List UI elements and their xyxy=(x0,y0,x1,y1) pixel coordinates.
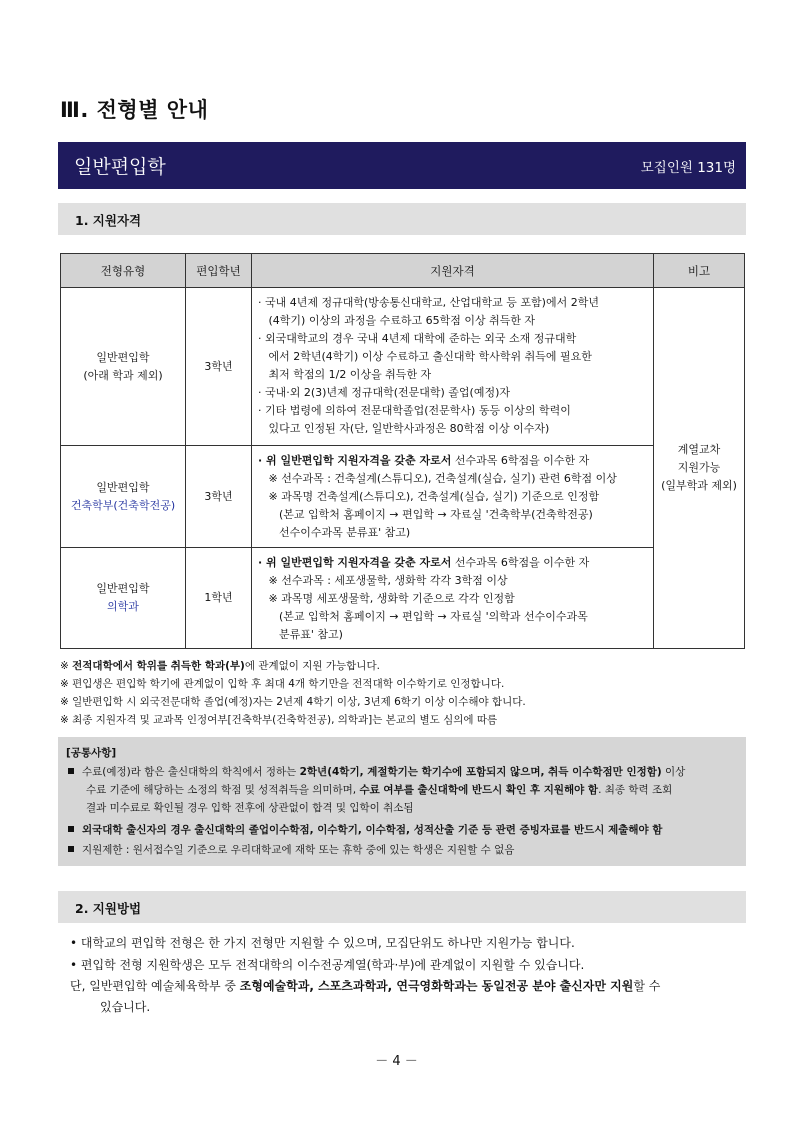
table-header-row xyxy=(61,254,745,288)
method-continuation: 있습니다. xyxy=(100,1000,151,1014)
common-notice-item xyxy=(68,841,514,859)
type-name: 일반편입학 xyxy=(96,582,150,595)
qual-line xyxy=(258,452,649,470)
header-type: 전형유형 xyxy=(61,254,186,288)
square-bullet-icon xyxy=(68,768,74,774)
method-text-bold: 조형예술학과, 스포츠과학과, 연극영화학과는 동일전공 분야 출신자만 지원 xyxy=(239,979,634,993)
common-notice-item xyxy=(68,763,685,781)
qual-line: · 국내 4년제 정규대학(방송통신대학교, 산업대학교 등 포함)에서 2학년 xyxy=(258,296,599,309)
section-title: Ⅲ. 전형별 안내 xyxy=(60,98,209,122)
note-item xyxy=(60,657,526,675)
common-notice-continuation: 결과 미수료로 확인될 경우 입학 전후에 상관없이 합격 및 입학이 취소됨 xyxy=(86,802,414,814)
method-continuation xyxy=(70,977,660,994)
qual-line: ※ 선수과목 : 세포생물학, 생화학 각각 3학점 이상 xyxy=(258,574,508,587)
qual-line xyxy=(258,554,649,572)
banner-quota: 모집인원 131명 xyxy=(640,160,736,176)
common-notice-continuation xyxy=(86,781,672,799)
method-bullet: • 대학교의 편입학 전형은 한 가지 전형만 지원할 수 있으며, 모집단위도 하나만 지원가능 합니다. xyxy=(70,936,575,950)
qual-lead-bold: · 위 일반편입학 지원자격을 갖춘 자로서 xyxy=(258,454,452,467)
qual-line: 에서 2학년(4학기) 이상 수료하고 출신대학 학사학위 취득에 필요한 xyxy=(258,350,592,363)
method-bullet: • 편입학 전형 지원학생은 모두 전적대학의 이수전공계열(학과·부)에 관계없이 지원할 수 있습니다. xyxy=(70,958,585,972)
qual-line: (본교 입학처 홈페이지 → 편입학 → 자료실 '건축학부(건축학전공) xyxy=(258,508,593,521)
subsection-eligibility-title: 1. 지원자격 xyxy=(75,213,142,228)
type-major: 의학과 xyxy=(107,600,139,613)
subsection-method xyxy=(58,891,746,923)
table-row xyxy=(61,288,745,446)
row-type xyxy=(61,548,186,649)
admission-banner xyxy=(58,142,746,189)
notice-text-bold: 외국대학 출신자의 경우 출신대학의 졸업이수학점, 이수학기, 이수학점, 성적산출 기준 등 관련 증빙자료를 반드시 제출해야 함 xyxy=(82,824,663,836)
header-qualification: 지원자격 xyxy=(252,254,654,288)
common-notice-title: [공통사항] xyxy=(66,747,117,759)
banner-title: 일반편입학 xyxy=(74,156,166,178)
note-prefix: ※ xyxy=(60,660,73,672)
row-year: 1학년 xyxy=(186,548,252,649)
qual-line: ※ 과목명 세포생물학, 생화학 기준으로 각각 인정함 xyxy=(258,592,515,605)
notice-text-bold: 2학년(4학기, 계절학기는 학기수에 포함되지 않으며, 취득 이수학점만 인정함) xyxy=(299,766,662,778)
method-text: 할 수 xyxy=(633,979,661,993)
qual-line: ※ 선수과목 : 건축설계(스튜디오), 건축설계(실습, 실기) 관련 6학점 이상 xyxy=(258,472,617,485)
note-bold: 전적대학에서 학위를 취득한 학과(부) xyxy=(72,660,245,672)
note-item: ※ 최종 지원자격 및 교과목 인정여부[건축학부(건축학전공), 의학과]는 본교의 별도 심의에 따름 xyxy=(60,714,498,726)
note-item: ※ 편입생은 편입학 학기에 관계없이 입학 후 최대 4개 학기만을 전적대학 이수학기로 인정합니다. xyxy=(60,678,505,690)
qual-line: · 국내·외 2(3)년제 정규대학(전문대학) 졸업(예정)자 xyxy=(258,386,510,399)
type-name: 일반편입학 xyxy=(96,350,150,364)
notice-text: 수료 기준에 해당하는 소정의 학점 및 성적취득을 의미하며, xyxy=(86,784,360,796)
row-qualifications xyxy=(252,548,654,649)
type-major: 건축학부(건축학전공) xyxy=(70,498,176,512)
common-notice-item xyxy=(68,821,662,839)
qual-lead-rest: 선수과목 6학점을 이수한 자 xyxy=(451,454,590,467)
qual-line: 최저 학점의 1/2 이상을 취득한 자 xyxy=(258,368,432,381)
common-notice-box xyxy=(58,737,746,866)
qual-line: 선수이수과목 분류표' 참고) xyxy=(258,526,411,539)
qual-lead-bold: · 위 일반편입학 지원자격을 갖춘 자로서 xyxy=(258,556,452,569)
notice-text: 수료(예정)라 함은 출신대학의 학칙에서 정하는 xyxy=(82,766,300,778)
qual-line: · 외국대학교의 경우 국내 4년제 대학에 준하는 외국 소재 정규대학 xyxy=(258,332,577,345)
qual-line: 분류표' 참고) xyxy=(258,628,343,641)
row-remark xyxy=(654,288,745,649)
row-qualifications xyxy=(252,288,654,446)
table-row xyxy=(61,548,745,649)
remark-line: 지원가능 xyxy=(677,461,721,474)
qual-lead-rest: 선수과목 6학점을 이수한 자 xyxy=(451,556,590,569)
method-text: 단, 일반편입학 예술체육학부 중 xyxy=(70,979,240,993)
square-bullet-icon xyxy=(68,846,74,852)
note-item: ※ 일반편입학 시 외국전문대학 졸업(예정)자는 2년제 4학기 이상, 3년제 6학기 이상 이수해야 합니다. xyxy=(60,696,526,708)
row-year: 3학년 xyxy=(186,446,252,548)
square-bullet-icon xyxy=(68,826,74,832)
qual-line: 있다고 인정된 자(단, 일반학사과정은 80학점 이상 이수자) xyxy=(258,422,550,435)
notes-list xyxy=(60,657,526,729)
subsection-method-title: 2. 지원방법 xyxy=(75,901,142,916)
qual-line: (본교 입학처 홈페이지 → 편입학 → 자료실 '의학과 선수이수과목 xyxy=(258,610,588,623)
header-year: 편입학년 xyxy=(186,254,252,288)
page-number: － 4 － xyxy=(375,1054,418,1069)
header-remark: 비고 xyxy=(654,254,745,288)
eligibility-table xyxy=(60,253,745,649)
note-rest: 에 관계없이 지원 가능합니다. xyxy=(244,660,380,672)
table-row xyxy=(61,446,745,548)
remark-line: (일부학과 제외) xyxy=(661,479,737,492)
notice-text-bold: 수료 여부를 출신대학에 반드시 확인 후 지원해야 함 xyxy=(359,784,599,796)
notice-text: 지원제한 : 원서접수일 기준으로 우리대학교에 재학 또는 휴학 중에 있는 학생은 지원할 수 없음 xyxy=(82,844,515,856)
qual-line: (4학기) 이상의 과정을 수료하고 65학점 이상 취득한 자 xyxy=(258,314,536,327)
row-type xyxy=(61,446,186,548)
qual-line: · 기타 법령에 의하여 전문대학졸업(전문학사) 동등 이상의 학력이 xyxy=(258,404,571,417)
type-name: 일반편입학 xyxy=(96,480,150,494)
notice-text: . 최종 학력 조회 xyxy=(598,784,673,796)
remark-line: 계열교차 xyxy=(677,443,721,456)
subsection-eligibility xyxy=(58,203,746,235)
row-qualifications xyxy=(252,446,654,548)
row-year: 3학년 xyxy=(186,288,252,446)
type-note: (아래 학과 제외) xyxy=(83,368,163,382)
row-type xyxy=(61,288,186,446)
qual-line: ※ 과목명 건축설계(스튜디오), 건축설계(실습, 실기) 기준으로 인정함 xyxy=(258,490,600,503)
notice-text: 이상 xyxy=(661,766,686,778)
